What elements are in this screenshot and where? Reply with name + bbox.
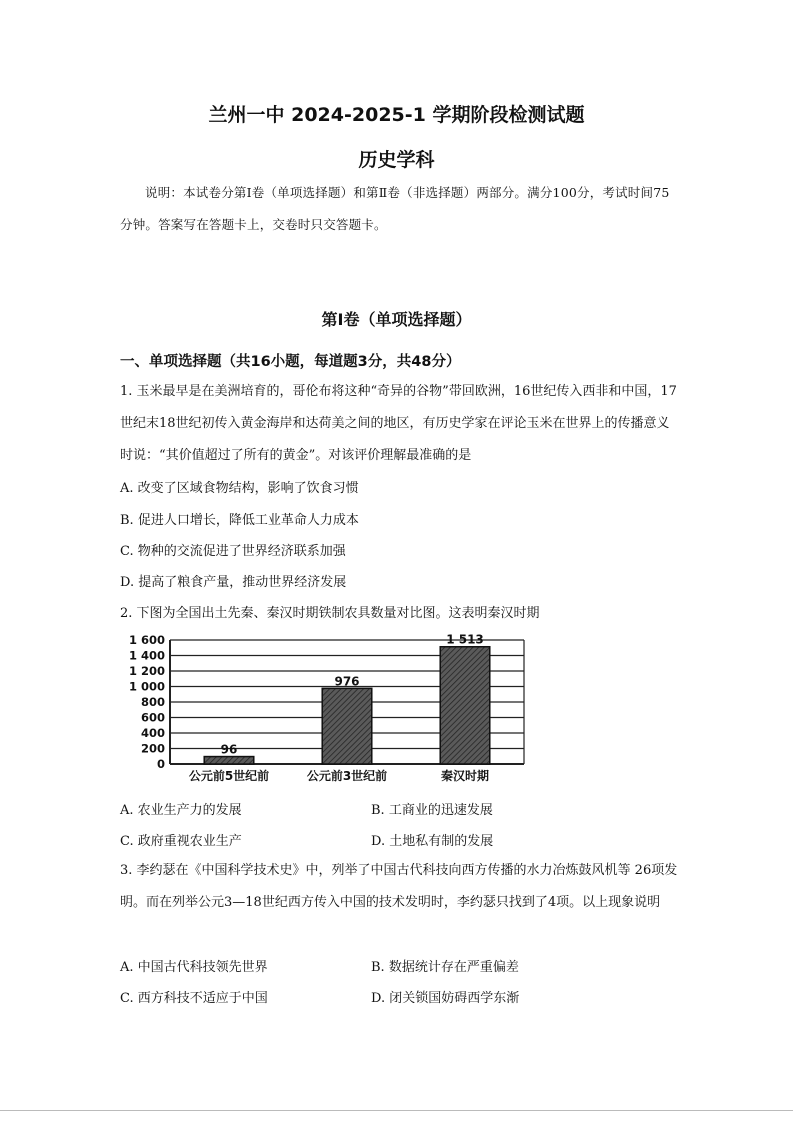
y-tick-label: 200 bbox=[140, 741, 165, 756]
section-title: 第Ⅰ卷（单项选择题） bbox=[321, 310, 472, 329]
question-3-option-d[interactable]: D. 闭关锁国妨碍西学东渐 bbox=[371, 991, 520, 1006]
bar bbox=[440, 647, 490, 764]
subject-title: 历史学科 bbox=[358, 149, 435, 171]
chart-y-ticks bbox=[129, 633, 165, 771]
chart-categories bbox=[189, 768, 489, 783]
y-tick-label: 1 000 bbox=[128, 679, 165, 694]
bar-value-label: 976 bbox=[334, 674, 360, 689]
question-2-option-c[interactable]: C. 政府重视农业生产 bbox=[120, 834, 242, 849]
chart-bars bbox=[204, 647, 490, 764]
bar bbox=[322, 688, 372, 764]
y-tick-label: 1 200 bbox=[128, 664, 165, 678]
question-1-option-a[interactable]: A. 改变了区域食物结构，影响了饮食习惯 bbox=[120, 481, 359, 496]
question-1-option-c[interactable]: C. 物种的交流促进了世界经济联系加强 bbox=[120, 544, 346, 559]
bar bbox=[204, 757, 254, 764]
question-2-option-b[interactable]: B. 工商业的迅速发展 bbox=[371, 803, 493, 818]
section-heading: 一、单项选择题（共16小题，每道题3分，共48分） bbox=[120, 354, 461, 370]
category-label: 公元前5世纪前 bbox=[188, 769, 270, 783]
page-bottom-rule bbox=[0, 1110, 793, 1111]
question-1-option-d[interactable]: D. 提高了粮食产量，推动世界经济发展 bbox=[120, 575, 347, 590]
y-tick-label: 1 600 bbox=[128, 633, 165, 647]
question-3-option-c[interactable]: C. 西方科技不适应于中国 bbox=[120, 991, 268, 1006]
question-1-stem: 1. 玉米最早是在美洲培育的，哥伦布将这种“奇异的谷物”带回欧洲，16世纪传入西非和中国，17世纪末18世纪初传入黄金海岸和达荷美之间的地区，有历史学家在评论玉米在世界上的传播意义时说：“其价值超过了所有的黄金”。对该评价理解最准确的是 bbox=[120, 384, 677, 463]
y-tick-label: 800 bbox=[140, 695, 165, 709]
category-label: 公元前3世纪前 bbox=[306, 769, 388, 783]
question-3-stem: 3. 李约瑟在《中国科学技术史》中，列举了中国古代科技向西方传播的水力冶炼鼓风机等 26项发明。而在列举公元3—18世纪西方传入中国的技术发明时，李约瑟只找到了4项。以上现象说明 bbox=[120, 863, 678, 910]
y-tick-label: 1 400 bbox=[128, 648, 165, 663]
iron-tools-bar-chart bbox=[122, 630, 542, 785]
y-tick-label: 600 bbox=[140, 710, 165, 725]
bar-value-label: 96 bbox=[220, 742, 238, 757]
category-label: 秦汉时期 bbox=[440, 769, 490, 783]
question-1-option-b[interactable]: B. 促进人口增长，降低工业革命人力成本 bbox=[120, 513, 359, 528]
question-3-option-a[interactable]: A. 中国古代科技领先世界 bbox=[120, 960, 268, 975]
y-tick-label: 0 bbox=[156, 757, 165, 771]
question-2-option-d[interactable]: D. 土地私有制的发展 bbox=[371, 834, 494, 849]
question-2-stem: 2. 下图为全国出土先秦、秦汉时期铁制农具数量对比图。这表明秦汉时期 bbox=[120, 606, 540, 621]
question-3-option-b[interactable]: B. 数据统计存在严重偏差 bbox=[371, 960, 519, 975]
exam-title: 兰州一中 2024-2025-1 学期阶段检测试题 bbox=[208, 104, 585, 126]
question-2-option-a[interactable]: A. 农业生产力的发展 bbox=[120, 803, 242, 818]
instructions: 说明：本试卷分第Ⅰ卷（单项选择题）和第Ⅱ卷（非选择题）两部分。满分100分，考试时间75分钟。答案写在答题卡上，交卷时只交答题卡。 bbox=[120, 185, 670, 232]
bar-value-label: 1 513 bbox=[446, 632, 484, 647]
y-tick-label: 400 bbox=[140, 726, 165, 740]
